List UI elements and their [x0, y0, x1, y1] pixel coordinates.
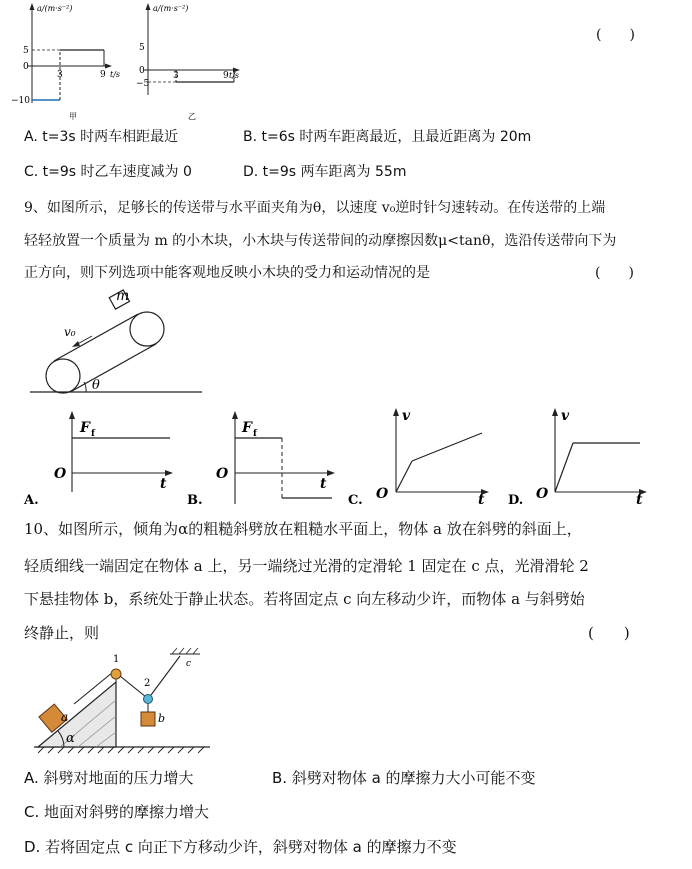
choice-b-ysub: f [253, 429, 257, 439]
choice-c-graph [348, 408, 489, 508]
q10-option-d: D. 若将固定点 c 向正下方移动少许，斜劈对物体 a 的摩擦力不变 [24, 838, 457, 856]
q10-option-c: C. 地面对斜劈的摩擦力增大 [24, 803, 210, 821]
choice-c-label: C. [348, 493, 363, 508]
q9-bracket: ( ) [595, 265, 634, 281]
q9-stem-line2: 轻轻放置一个质量为 m 的小木块，小木块与传送带间的动摩擦因数μ<tanθ，选沿传送带向下为 [24, 233, 617, 249]
block-b-label: b [158, 712, 166, 725]
block-a-label: a [61, 710, 69, 724]
velocity-label: v₀ [64, 325, 76, 339]
q8-option-b: B. t=6s 时两车距离最近，且最近距离为 20m [243, 129, 532, 145]
q8-graphs [0, 0, 692, 130]
jia-xunit: t/s [110, 70, 121, 79]
alpha-label: α [66, 731, 75, 746]
choice-d-label: D. [508, 493, 524, 508]
choice-d-graph [508, 408, 647, 508]
q10-stem-line3: 下悬挂物体 b，系统处于静止状态。若将固定点 c 向左移动少许，而物体 a 与斜劈始 [24, 590, 585, 608]
jia-tick-5: 5 [23, 46, 29, 56]
q8-option-d: D. t=9s 两车距离为 55m [243, 164, 407, 180]
choice-b-yaxis: F [242, 420, 252, 436]
q10-bracket: ( ) [588, 624, 630, 642]
q10-stem-line1: 10、如图所示，倾角为α的粗糙斜劈放在粗糙水平面上，物体 a 放在斜劈的斜面上， [24, 520, 582, 538]
pulley-1-label: 1 [113, 654, 120, 665]
point-c-label: c [186, 659, 192, 669]
jia-tick-0: 0 [23, 62, 29, 72]
q10-stem-line2: 轻质细线一端固定在物体 a 上，另一端绕过光滑的定滑轮 1 固定在 c 点，光滑滑轮 2 [24, 557, 589, 575]
q8-option-a: A. t=3s 时两车相距最近 [24, 129, 179, 145]
graph-jia [11, 3, 120, 121]
yi-caption: 乙 [188, 112, 196, 121]
jia-tick-n10: −10 [11, 96, 30, 106]
yi-tick-0: 0 [139, 66, 145, 76]
q9-choice-graphs [20, 406, 680, 510]
mass-label: m [116, 288, 130, 304]
choice-c-yaxis: v [402, 408, 411, 424]
choice-b-label: B. [187, 493, 203, 508]
choice-a-graph [23, 411, 173, 508]
q10-option-a: A. 斜劈对地面的压力增大 [24, 769, 194, 787]
yi-tick-n5: −5 [136, 79, 150, 89]
choice-b-origin: O [216, 466, 229, 482]
choice-d-xaxis: t [636, 492, 643, 508]
choice-b-xaxis: t [320, 476, 327, 492]
yi-tick-9: 9 [223, 71, 229, 81]
yi-tick-3: 3 [173, 71, 179, 81]
pulley-2-label: 2 [144, 678, 151, 689]
pulley-2 [144, 695, 153, 704]
theta-label: θ [92, 378, 100, 393]
choice-a-xaxis: t [160, 476, 167, 492]
choice-a-origin: O [54, 466, 67, 482]
jia-tick-3: 3 [57, 70, 63, 80]
graph-yi [136, 3, 240, 121]
choice-c-xaxis: t [478, 492, 485, 508]
choice-b-graph [187, 411, 335, 508]
choice-d-yaxis: v [561, 408, 570, 424]
choice-d-origin: O [536, 486, 549, 502]
pulley-1 [111, 669, 121, 679]
q10-stem-line4: 终静止，则 [24, 624, 100, 642]
lower-roller [46, 359, 80, 393]
yi-tick-5: 5 [139, 43, 145, 53]
upper-roller [130, 312, 164, 346]
jia-ylabel: a/(m·s⁻²) [37, 4, 73, 13]
yi-xunit: t/s [229, 71, 240, 80]
q8-option-c: C. t=9s 时乙车速度减为 0 [24, 164, 192, 180]
jia-tick-9: 9 [100, 70, 106, 80]
choice-c-origin: O [376, 486, 389, 502]
q9-stem-line3: 正方向，则下列选项中能客观地反映小木块的受力和运动情况的是 [24, 265, 430, 281]
q8-bracket: ( ) [596, 27, 635, 43]
wedge-pulley-figure [30, 642, 220, 757]
q9-stem-line1: 9、如图所示，足够长的传送带与水平面夹角为θ，以速度 v₀逆时针匀速转动。在传送带的上端 [24, 200, 606, 216]
jia-caption: 甲 [69, 112, 77, 121]
q10-option-b: B. 斜劈对物体 a 的摩擦力大小可能不变 [272, 769, 536, 787]
choice-a-yaxis: F [80, 420, 90, 436]
block-b [141, 712, 155, 726]
choice-a-label: A. [24, 493, 39, 508]
choice-a-ysub: f [91, 429, 95, 439]
yi-ylabel: a/(m·s⁻²) [153, 4, 189, 13]
conveyor-figure [30, 286, 210, 401]
